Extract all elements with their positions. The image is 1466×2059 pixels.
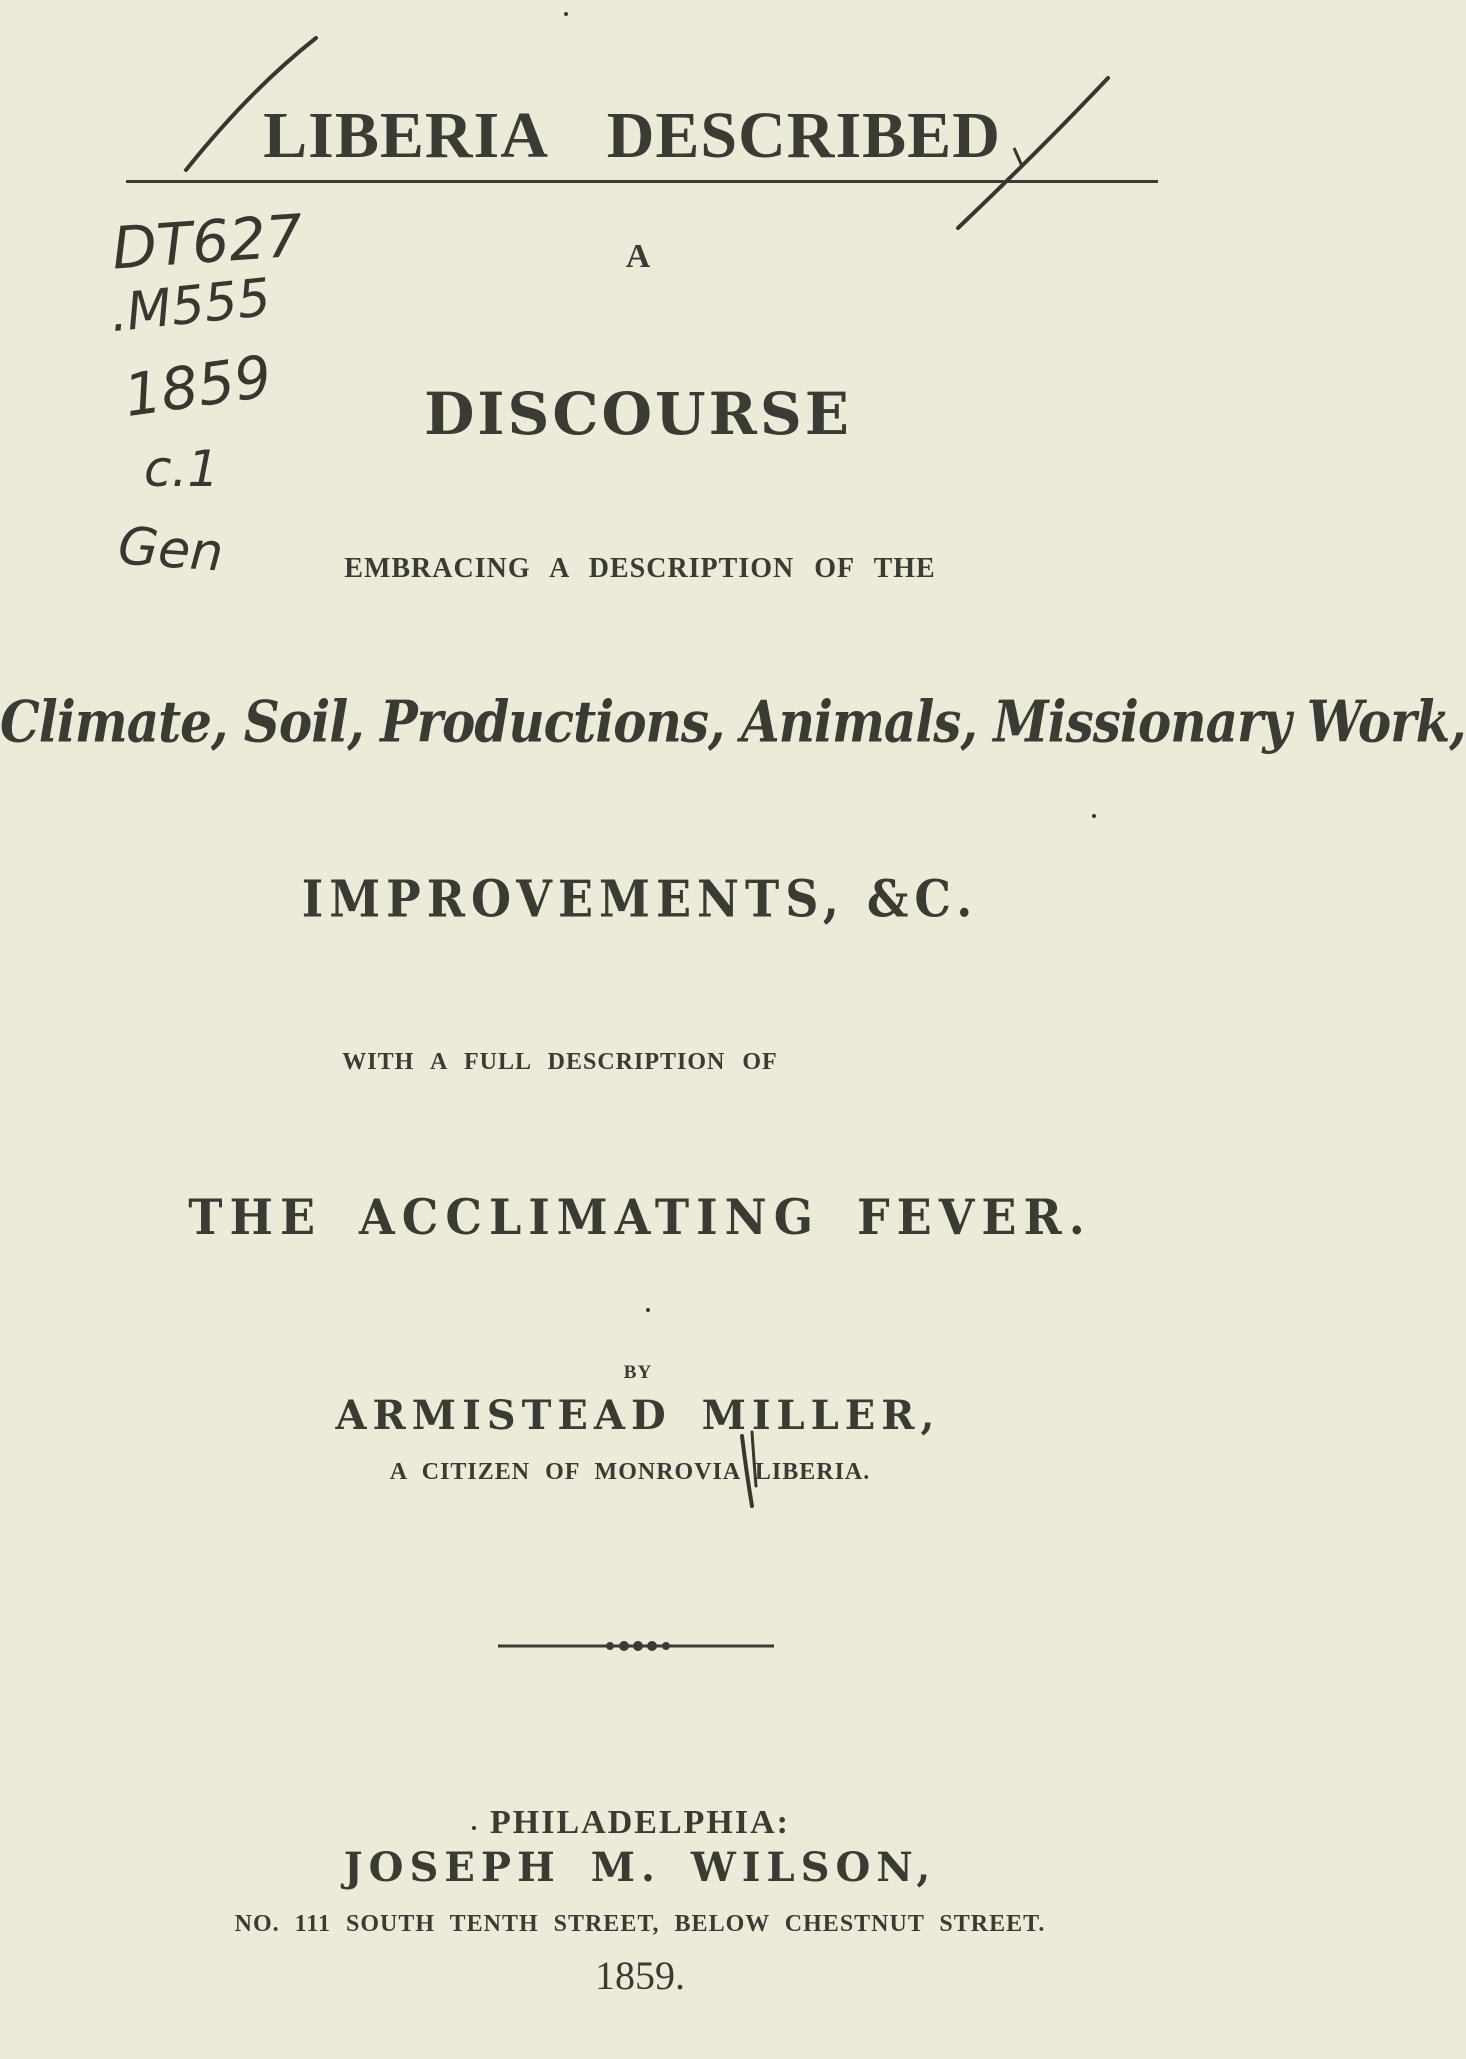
embracing-line: EMBRACING A DESCRIPTION OF THE: [344, 553, 936, 584]
call-number-line-4: c.1: [144, 440, 220, 498]
by-line: BY: [623, 1362, 653, 1383]
publication-city: PHILADELPHIA:: [490, 1804, 790, 1841]
ornament-divider: [498, 1640, 774, 1652]
book-title: LIBERIA DESCRIBED: [263, 99, 1001, 172]
call-number-line-3: 1859: [119, 342, 276, 430]
fever-line: THE ACCLIMATING FEVER.: [188, 1188, 1092, 1246]
publication-year: 1859.: [595, 1953, 685, 1998]
discourse-heading: DISCOURSE: [424, 380, 852, 448]
call-number-line-5: Gen: [116, 516, 226, 584]
with-full-description-line: WITH A FULL DESCRIPTION OF: [342, 1049, 778, 1075]
improvements-line: IMPROVEMENTS, &C.: [301, 869, 979, 929]
speck: [1092, 814, 1096, 818]
publisher-name: JOSEPH M. WILSON,: [343, 1844, 937, 1891]
author-description: A CITIZEN OF MONROVIA LIBERIA.: [389, 1459, 871, 1485]
author-name: ARMISTEAD MILLER,: [335, 1392, 941, 1439]
speck: [646, 1308, 650, 1312]
article-a: A: [625, 238, 651, 275]
call-number-line-1: DT627: [109, 201, 305, 283]
subjects-line: Climate, Soil, Productions, Animals, Missionary Work,: [0, 687, 1466, 756]
call-number-line-2: .M555: [107, 267, 274, 345]
publisher-address: NO. 111 SOUTH TENTH STREET, BELOW CHESTNUT STREET.: [234, 1911, 1046, 1937]
speck: [564, 12, 568, 16]
title-underline: [126, 180, 1158, 183]
